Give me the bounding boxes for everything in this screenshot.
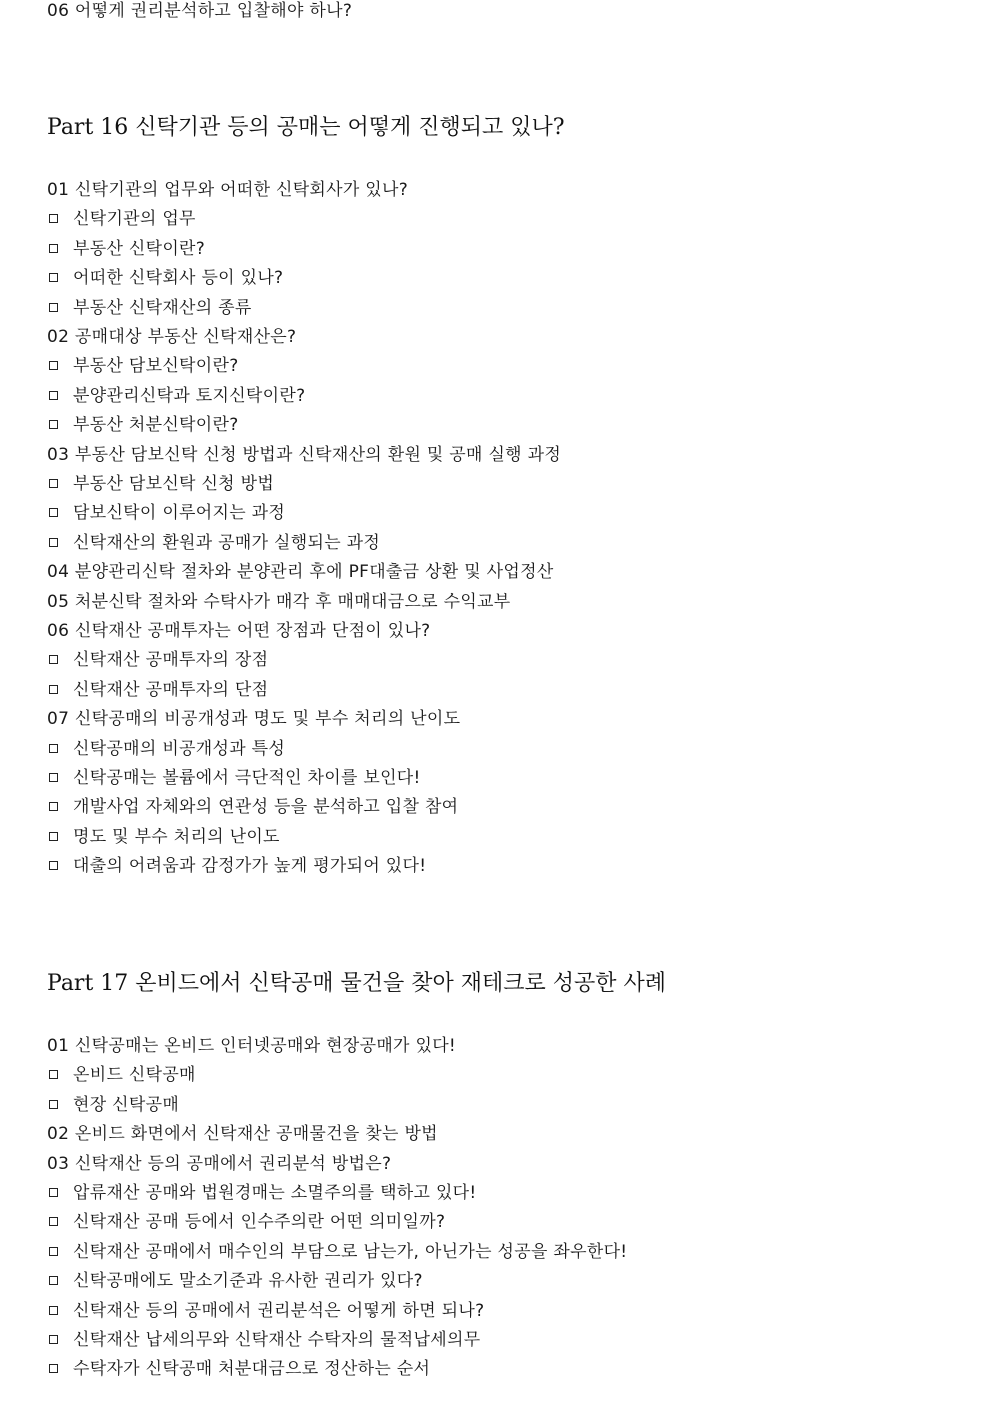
toc-item xyxy=(47,620,431,642)
square-bullet-icon xyxy=(49,773,58,782)
toc-item xyxy=(47,708,460,730)
toc-text: 06 신탁재산 공매투자는 어떤 장점과 단점이 있나? xyxy=(47,621,431,641)
square-bullet-icon xyxy=(49,303,58,312)
toc-subitem xyxy=(49,355,239,377)
toc-subitem xyxy=(49,1211,445,1233)
toc-text: 02 온비드 화면에서 신탁재산 공매물건을 찾는 방법 xyxy=(47,1124,438,1145)
toc-subitem xyxy=(49,208,196,230)
toc-subitem xyxy=(49,385,305,407)
square-bullet-icon xyxy=(49,361,58,370)
toc-item xyxy=(47,444,561,466)
toc-text: 신탁재산 공매에서 매수인의 부담으로 남는가, 아닌가는 성공을 좌우한다! xyxy=(73,1241,628,1262)
toc-subitem xyxy=(49,297,252,319)
toc-text: 06 어떻게 권리분석하고 입찰해야 하나? xyxy=(47,1,353,21)
square-bullet-icon xyxy=(49,832,58,841)
square-bullet-icon xyxy=(49,1335,58,1344)
toc-text: 수탁자가 신탁공매 처분대금으로 정산하는 순서 xyxy=(73,1359,431,1380)
toc-subitem xyxy=(49,473,274,495)
toc-text: 압류재산 공매와 법원경매는 소멸주의를 택하고 있다! xyxy=(73,1183,477,1203)
toc-subitem xyxy=(49,826,280,848)
square-bullet-icon xyxy=(49,1247,58,1256)
square-bullet-icon xyxy=(49,685,58,694)
toc-text: 온비드 신탁공매 xyxy=(73,1065,196,1086)
toc-text: 신탁재산 공매투자의 장점 xyxy=(73,650,269,671)
toc-subitem xyxy=(49,1329,480,1351)
toc-item xyxy=(47,179,408,201)
toc-subitem xyxy=(49,1300,484,1322)
square-bullet-icon xyxy=(49,1217,58,1226)
toc-subitem xyxy=(49,767,421,789)
square-bullet-icon xyxy=(49,479,58,488)
toc-text: 신탁재산 공매투자의 단점 xyxy=(73,679,269,700)
toc-item xyxy=(47,1123,438,1145)
toc-text: 신탁재산 납세의무와 신탁재산 수탁자의 물적납세의무 xyxy=(73,1330,481,1350)
toc-item xyxy=(47,561,554,583)
toc-text: 부동산 신탁재산의 종류 xyxy=(73,297,252,318)
square-bullet-icon xyxy=(49,1306,58,1315)
toc-text: 신탁공매는 볼륨에서 극단적인 차이를 보인다! xyxy=(73,768,421,788)
toc-text: 부동산 담보신탁 신청 방법 xyxy=(73,474,275,494)
square-bullet-icon xyxy=(49,802,58,811)
part-17-heading: Part 17 온비드에서 신탁공매 물건을 찾아 재테크로 성공한 사례 xyxy=(47,971,667,996)
toc-text: 대출의 어려움과 감정가가 높게 평가되어 있다! xyxy=(73,856,427,877)
toc-subitem xyxy=(49,238,205,260)
square-bullet-icon xyxy=(49,1364,58,1373)
square-bullet-icon xyxy=(49,1070,58,1079)
toc-subitem xyxy=(49,1064,196,1086)
toc-text: 04 분양관리신탁 절차와 분양관리 후에 PF대출금 상환 및 사업정산 xyxy=(47,562,554,583)
toc-item xyxy=(47,591,511,613)
toc-item xyxy=(47,0,352,22)
toc-text: 명도 및 부수 처리의 난이도 xyxy=(73,826,280,847)
toc-item xyxy=(47,326,296,348)
toc-text: 신탁기관의 업무 xyxy=(73,209,196,230)
square-bullet-icon xyxy=(49,244,58,253)
toc-text: 02 공매대상 부동산 신탁재산은? xyxy=(47,327,297,347)
toc-text: 신탁재산 등의 공매에서 권리분석은 어떻게 하면 되나? xyxy=(73,1300,485,1321)
toc-text: 현장 신탁공매 xyxy=(73,1094,180,1115)
toc-text: 05 처분신탁 절차와 수탁사가 매각 후 매매대금으로 수익교부 xyxy=(47,591,511,612)
square-bullet-icon xyxy=(49,744,58,753)
toc-subitem xyxy=(49,414,239,436)
toc-text: 어떠한 신탁회사 등이 있나? xyxy=(73,268,284,289)
toc-item xyxy=(47,1153,391,1175)
toc-text: 신탁재산 공매 등에서 인수주의란 어떤 의미일까? xyxy=(73,1212,446,1233)
square-bullet-icon xyxy=(49,1188,58,1197)
toc-subitem xyxy=(49,796,458,818)
square-bullet-icon xyxy=(49,420,58,429)
toc-subitem xyxy=(49,855,426,877)
square-bullet-icon xyxy=(49,1100,58,1109)
square-bullet-icon xyxy=(49,861,58,870)
toc-subitem xyxy=(49,1182,477,1204)
toc-subitem xyxy=(49,532,380,554)
toc-text: 03 부동산 담보신탁 신청 방법과 신탁재산의 환원 및 공매 실행 과정 xyxy=(47,444,562,465)
toc-text: 개발사업 자체와의 연관성 등을 분석하고 입찰 참여 xyxy=(73,797,459,818)
toc-text: 신탁공매의 비공개성과 특성 xyxy=(73,738,286,759)
toc-text: 01 신탁기관의 업무와 어떠한 신탁회사가 있나? xyxy=(47,180,409,200)
toc-subitem xyxy=(49,1094,179,1116)
toc-text: 03 신탁재산 등의 공매에서 권리분석 방법은? xyxy=(47,1153,392,1174)
toc-subitem xyxy=(49,1241,627,1263)
square-bullet-icon xyxy=(49,214,58,223)
toc-subitem xyxy=(49,1270,423,1292)
toc-text: 부동산 신탁이란? xyxy=(73,238,206,259)
toc-text: 01 신탁공매는 온비드 인터넷공매와 현장공매가 있다! xyxy=(47,1036,457,1056)
part-16-heading: Part 16 신탁기관 등의 공매는 어떻게 진행되고 있나? xyxy=(47,115,565,140)
toc-text: 분양관리신탁과 토지신탁이란? xyxy=(73,385,306,406)
square-bullet-icon xyxy=(49,655,58,664)
toc-subitem xyxy=(49,649,268,671)
toc-subitem xyxy=(49,267,283,289)
toc-text: 담보신탁이 이루어지는 과정 xyxy=(73,503,286,524)
square-bullet-icon xyxy=(49,508,58,517)
square-bullet-icon xyxy=(49,273,58,282)
toc-subitem xyxy=(49,1358,430,1380)
toc-subitem xyxy=(49,679,268,701)
square-bullet-icon xyxy=(49,391,58,400)
toc-text: 07 신탁공매의 비공개성과 명도 및 부수 처리의 난이도 xyxy=(47,709,461,730)
toc-subitem xyxy=(49,502,285,524)
toc-text: 부동산 처분신탁이란? xyxy=(73,415,239,436)
toc-text: 부동산 담보신탁이란? xyxy=(73,356,239,377)
square-bullet-icon xyxy=(49,538,58,547)
toc-text: 신탁재산의 환원과 공매가 실행되는 과정 xyxy=(73,532,381,553)
toc-subitem xyxy=(49,738,285,760)
toc-item xyxy=(47,1035,456,1057)
square-bullet-icon xyxy=(49,1276,58,1285)
toc-text: 신탁공매에도 말소기준과 유사한 권리가 있다? xyxy=(73,1271,423,1292)
